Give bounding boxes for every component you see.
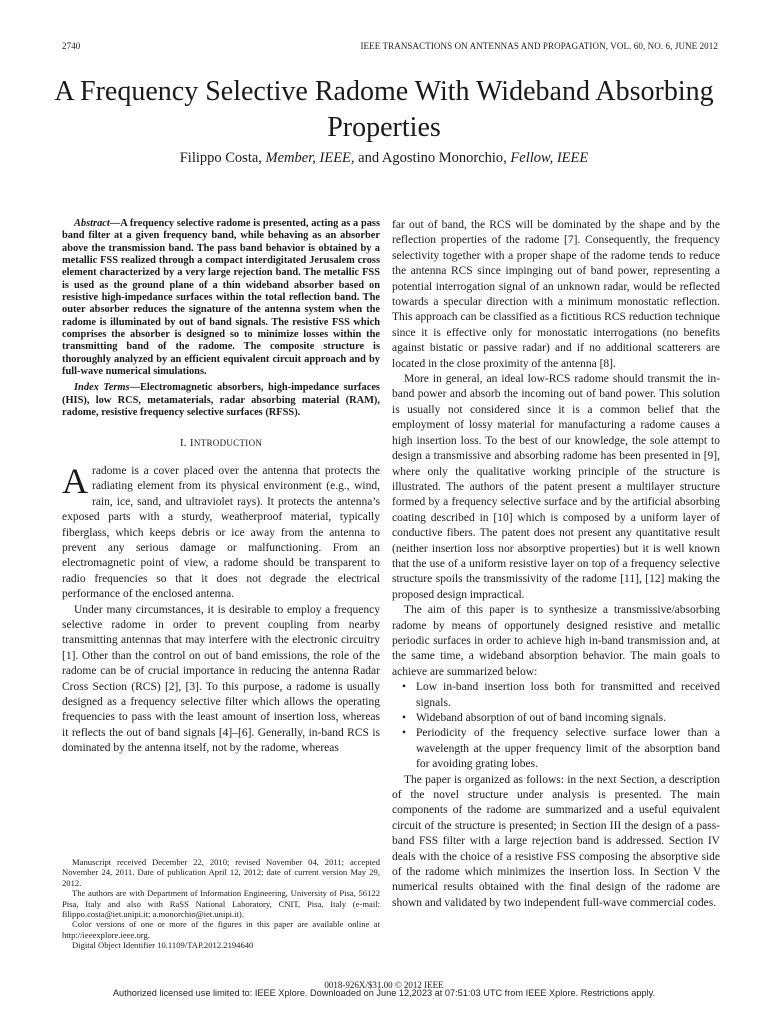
author-grade: Member, IEEE, xyxy=(265,150,355,166)
list-item: • Periodicity of the frequency selective surface lower than a wavelength at the upper frequency limit of the absorption band for avoiding grating lobes. xyxy=(416,726,720,772)
page-number: 2740 xyxy=(62,41,81,51)
author-line xyxy=(40,150,728,167)
footnote-affiliation: The authors are with Department of Information Engineering, University of Pisa, 56122 Pisa, Italy and also with RaSS National Laboratory, CNIT, Pisa, Italy (e-mail: filippo.costa@iet.unipi.it; a.monorchio@iet.unipi.it). xyxy=(62,888,380,920)
paragraph-text: radome is a cover placed over the antenna that protects the radiating element from its physical environment (e.g., wind, rain, ice, sand, and ultraviolet rays). It protects the antenna’s exposed parts with a sturdy, weatherproof material, typically fiberglass, which keeps debris or ice away from the antenna to prevent any serious damage or malfunctioning. From an electromagnetic point of view, a radome should be transparent to radio frequencies so that it does not degrade the electrical performance of the enclosed antenna. xyxy=(62,464,380,601)
goals-list xyxy=(392,680,720,772)
footnote-doi: Digital Object Identifier 10.1109/TAP.2012.2194640 xyxy=(72,940,254,951)
copyright-line: 0018-926X/$31.00 © 2012 IEEE xyxy=(324,980,444,990)
license-notice: Authorized licensed use limited to: IEEE Xplore. Downloaded on June 12,2023 at 07:51:03 UTC from IEEE Xplore. Restrictions apply. xyxy=(112,988,656,998)
right-column xyxy=(392,218,720,911)
author-name: Filippo Costa, xyxy=(179,150,262,166)
author-grade: Fellow, IEEE xyxy=(510,150,589,166)
index-terms-label: Index Terms xyxy=(74,382,130,394)
footnotes xyxy=(62,857,380,951)
body-paragraph xyxy=(62,460,380,603)
body-paragraph: Under many circumstances, it is desirable to employ a frequency selective radome in order to prevent coupling from nearby transmitting antennas that may interfere with the electronic circuitry [1]. Other than the control on out of band emissions, the role of the radome can be of crucial importance in reducing the antenna Radar Cross Section (RCS) [2], [3]. To this purpose, a radome is usually designed as a frequency selective filter which allows the operating frequencies to pass with the least amount of insertion loss, whereas it reflects the out of band signals [4]–[6]. Generally, in-band RCS is dominated by the antenna itself, not by the radome, whereas xyxy=(62,603,380,755)
section-number: I. xyxy=(179,436,187,449)
left-column xyxy=(62,218,380,757)
body-paragraph: More in general, an ideal low-RCS radome should transmit the in-band power and absorb the incoming out of band power. This solution is usually not considered since it is a common belief that the employment of lossy material for manufacturing a radome causes a high insertion loss. To the best of our knowledge, the sole attempt to design a transmissive and absorbing radome has been presented in [9], where only the qualitative working principle of the structure is illustrated. The authors of the patent present a multilayer structure formed by a frequency selective surface and by the artificial absorbing coating described in [10] which is composed by a uniform layer of conductive fibers. The patent does not present any quantitative result (neither insertion loss nor absorptive properties) but it is well known that the use of a uniform resistive layer on top of a frequency selective structure spoils the transmissivity of the radome [11], [12] making the proposed design impractical. xyxy=(392,373,720,601)
body-paragraph: The paper is organized as follows: in the next Section, a description of the novel structure under analysis is presented. The main components of the radome are summarized and a useful equivalent circuit of the structure is presented; in Section III the design of a pass-band FSS filter with a large rejection band is addressed. Section IV deals with the choice of a resistive FSS composing the absorptive side of the radome which minimizes the insertion loss. In Section V the numerical results obtained with the final design of the radome are shown and validated by two independent full-wave commercial codes. xyxy=(392,773,720,909)
index-terms xyxy=(62,382,380,419)
journal-header: IEEE TRANSACTIONS ON ANTENNAS AND PROPAGATION, VOL. 60, NO. 6, JUNE 2012 xyxy=(360,41,718,51)
abstract xyxy=(62,218,380,378)
author-conjunction: and xyxy=(358,150,380,166)
footnote-manuscript: Manuscript received December 22, 2010; revised November 04, 2011; accepted November 24, 2011. Date of publication April 12, 2012; date of current version May 29, 2012. xyxy=(62,857,380,888)
list-item: • Low in-band insertion loss both for transmitted and received signals. xyxy=(416,680,720,711)
section-title-initial: I xyxy=(189,436,194,449)
paper-title: A Frequency Selective Radome With Wideband Absorbing Properties xyxy=(54,76,714,143)
abstract-text: —A frequency selective radome is presented, acting as a pass band filter at a given frequency band, while behaving as an absorber above the transmission band. The pass band behavior is obtained by a metallic FSS realized through a compact interdigitated Jerusalem cross element characterized by a very large rejection band. The metallic FSS is used as the ground plane of a thin wideband absorber based on resistive high-impedance surfaces within the total reflection band. The outer absorber reduces the signature of the antenna system when the radome is illuminated by out of band signals. The resistive FSS which comprises the absorber is designed so to minimize losses within the transmitting band of the radome. The composite structure is thoroughly analyzed by an efficient equivalent circuit approach and by full-wave numerical simulations. xyxy=(62,218,380,378)
body-paragraph: The aim of this paper is to synthesize a transmissive/absorbing radome by means of opportunely designed resistive and metallic periodic surfaces in order to achieve high in-band transmission and, at the same time, a wideband absorption behavior. The main goals to achieve are summarized below: xyxy=(392,604,720,678)
body-paragraph: far out of band, the RCS will be dominated by the shape and by the reflection properties of the radome [7]. Consequently, the frequency selectivity together with a proper shape of the radome tends to reduce the antenna RCS since impinging out of band power, representing a potential interrogation signal of an unknown radar, would be reflected towards a specular direction with a minimum monostatic reflection. This approach can be classified as a fictitious RCS reduction technique since it is effective only for monostatic interrogations (no benefits against bistatic or passive radar) and if no additional scatterers are located in the close proximity of the antenna [8]. xyxy=(392,219,720,370)
list-item: • Wideband absorption of out of band incoming signals. xyxy=(416,711,720,726)
author-name: Agostino Monorchio, xyxy=(381,150,507,166)
section-heading xyxy=(62,436,380,451)
footnote-color: Color versions of one or more of the figures in this paper are available online at http://ieeexplore.ieee.org. xyxy=(62,919,380,940)
index-terms-text: —Electromagnetic absorbers, high-impedance surfaces (HIS), low RCS, metamaterials, radar absorbing material (RAM), radome, resistive frequency selective surfaces (RFSS). xyxy=(62,382,380,419)
drop-cap: A xyxy=(62,460,88,501)
section-title-rest: NTRODUCTION xyxy=(193,437,263,448)
abstract-label: Abstract xyxy=(74,218,110,229)
